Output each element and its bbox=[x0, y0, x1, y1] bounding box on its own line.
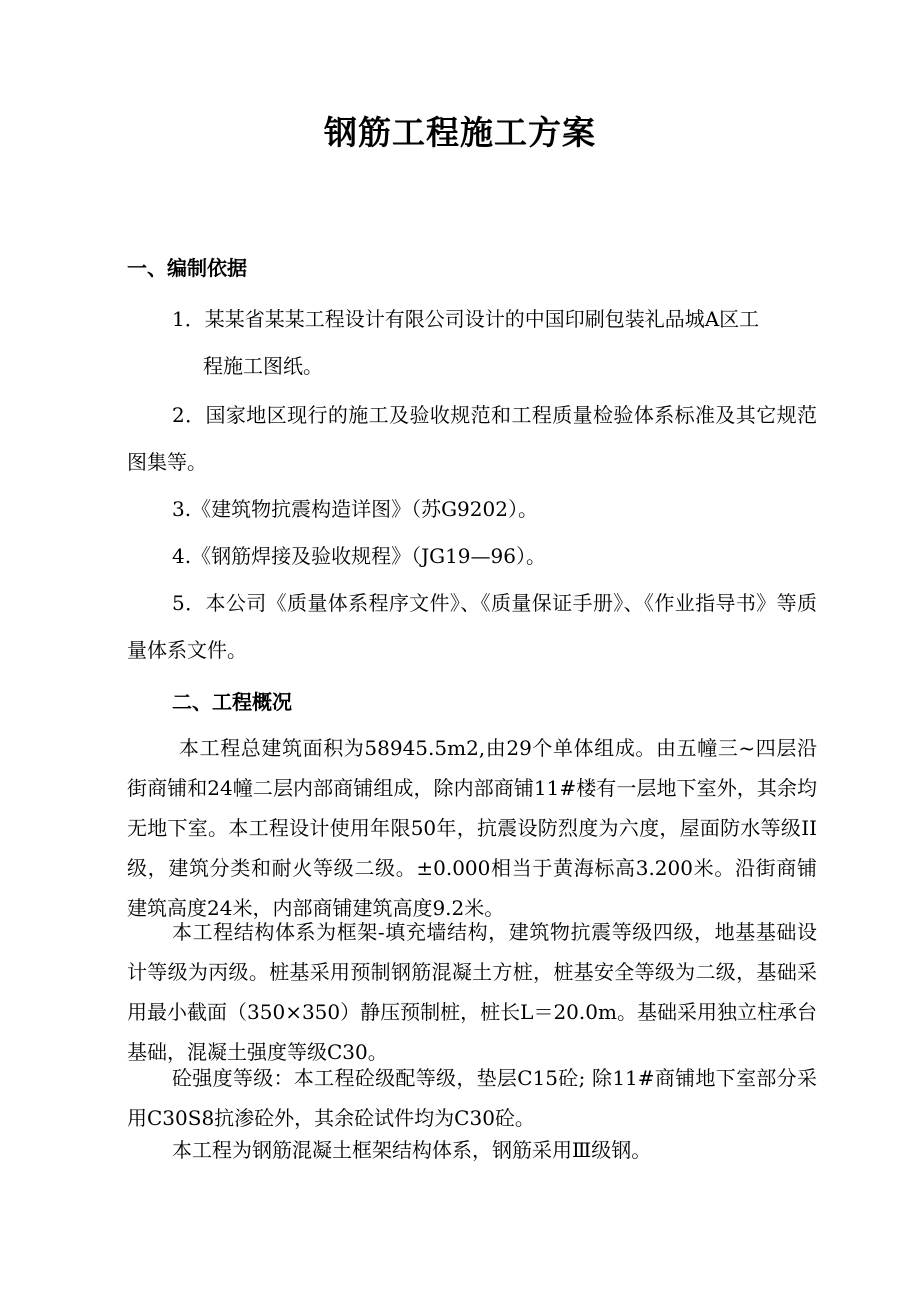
section-heading-basis: 一、编制依据 bbox=[127, 256, 247, 280]
basis-item-1-line-2: 程施工图纸。 bbox=[203, 354, 323, 378]
basis-item-1-line-1: 1．某某省某某工程设计有限公司设计的中国印刷包装礼品城A区工 bbox=[172, 307, 760, 331]
basis-item-4: 4.《钢筋焊接及验收规程》（JG19—96）。 bbox=[172, 544, 546, 568]
basis-item-1 bbox=[127, 296, 817, 390]
section-heading-overview: 二、工程概况 bbox=[172, 690, 292, 714]
overview-paragraph-4: 本工程为钢筋混凝土框架结构体系，钢筋采用Ⅲ级钢。 bbox=[172, 1138, 652, 1162]
basis-item-3: 3.《建筑物抗震构造详图》（苏G9202）。 bbox=[172, 497, 538, 521]
basis-item-5: 5．本公司《质量体系程序文件》、《质量保证手册》、《作业指导书》等质量体系文件。 bbox=[127, 591, 817, 662]
overview-paragraph-2: 本工程结构体系为框架-填充墙结构，建筑物抗震等级四级，地基基础设计等级为丙级。桩基采用预制钢筋混凝土方桩，桩基安全等级为二级，基础采用最小截面（350×350）静压预制桩，桩长L＝20.0m。基础采用独立柱承台基础，混凝土强度等级C30。 bbox=[127, 920, 817, 1064]
document-title: 钢筋工程施工方案 bbox=[324, 113, 596, 152]
overview-paragraph-3: 砼强度等级：本工程砼级配等级，垫层C15砼; 除11#商铺地下室部分采用C30S8抗渗砼外，其余砼试件均为C30砼。 bbox=[127, 1066, 817, 1130]
basis-item-2: 2．国家地区现行的施工及验收规范和工程质量检验体系标准及其它规范图集等。 bbox=[127, 403, 817, 474]
overview-paragraph-1: 本工程总建筑面积为58945.5m2,由29个单体组成。由五幢三~四层沿街商铺和24幢二层内部商铺组成，除内部商铺11#楼有一层地下室外，其余均无地下室。本工程设计使用年限50年，抗震设防烈度为六度，屋面防水等级II级，建筑分类和耐火等级二级。±0.000相当于黄海标高3.200米。沿街商铺建筑高度24米，内部商铺建筑高度9.2米。 bbox=[127, 736, 817, 920]
